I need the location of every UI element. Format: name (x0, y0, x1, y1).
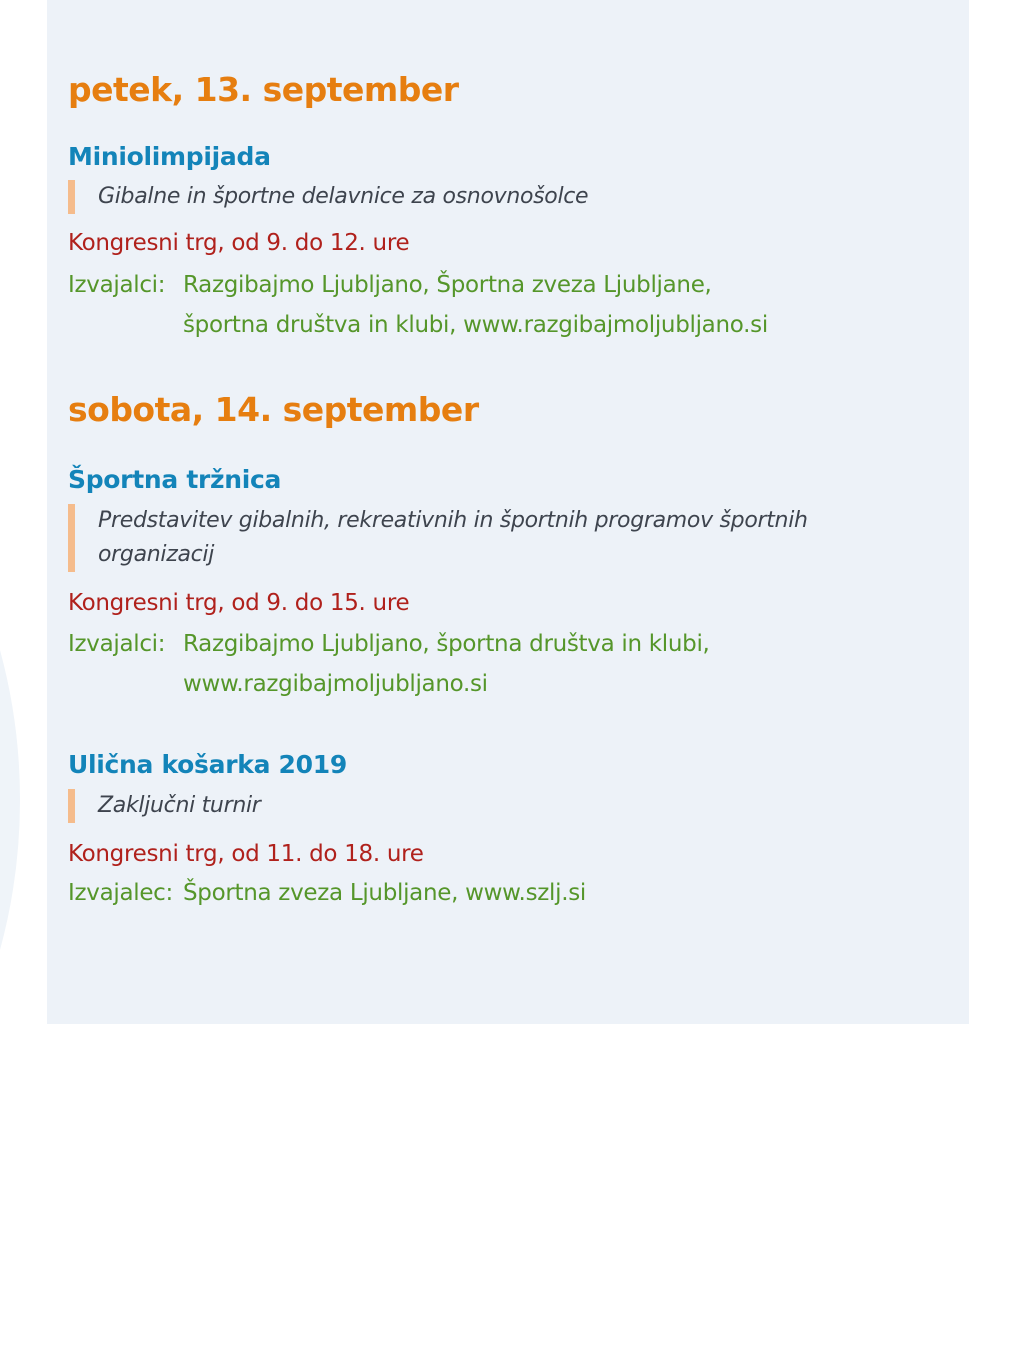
event-description (68, 180, 898, 214)
performers-line: športna društva in klubi, www.razgibajmoljubljano.si (183, 312, 768, 338)
event-description-line: Predstavitev gibalnih, rekreativnih in športnih programov športnih (98, 508, 808, 533)
performers-value (183, 265, 768, 345)
performers-line: www.razgibajmoljubljano.si (183, 671, 488, 697)
performers-label: Izvajalci: (68, 631, 166, 657)
day-heading-saturday: sobota, 14. september (68, 390, 479, 429)
event-title-ulicna-kosarka: Ulična košarka 2019 (68, 750, 347, 779)
event-description-line: Zaključni turnir (98, 793, 261, 818)
event-description-line: Gibalne in športne delavnice za osnovnošolce (98, 184, 589, 209)
performer-value: Športna zveza Ljubljane, www.szlj.si (182, 880, 586, 906)
event-location: Kongresni trg, od 9. do 15. ure (68, 590, 410, 616)
performers-line: Razgibajmo Ljubljano, Športna zveza Ljubljane, (183, 272, 712, 298)
event-description-line: organizacij (98, 542, 215, 567)
event-performers (68, 624, 710, 704)
event-description (68, 504, 898, 572)
performers-value (183, 624, 710, 704)
decorative-arc (0, 230, 20, 1370)
event-title-miniolimpijada: Miniolimpijada (68, 142, 271, 171)
event-location: Kongresni trg, od 9. do 12. ure (68, 230, 410, 256)
performers-label: Izvajalci: (68, 272, 166, 298)
event-description (68, 789, 898, 823)
event-performer (68, 873, 586, 913)
event-performers (68, 265, 768, 345)
performers-line: Razgibajmo Ljubljano, športna društva in klubi, (183, 631, 710, 657)
day-heading-friday: petek, 13. september (68, 70, 459, 109)
event-title-sportna-trznica: Športna tržnica (68, 465, 282, 494)
event-location: Kongresni trg, od 11. do 18. ure (68, 841, 424, 867)
performer-label: Izvajalec: (68, 880, 173, 906)
